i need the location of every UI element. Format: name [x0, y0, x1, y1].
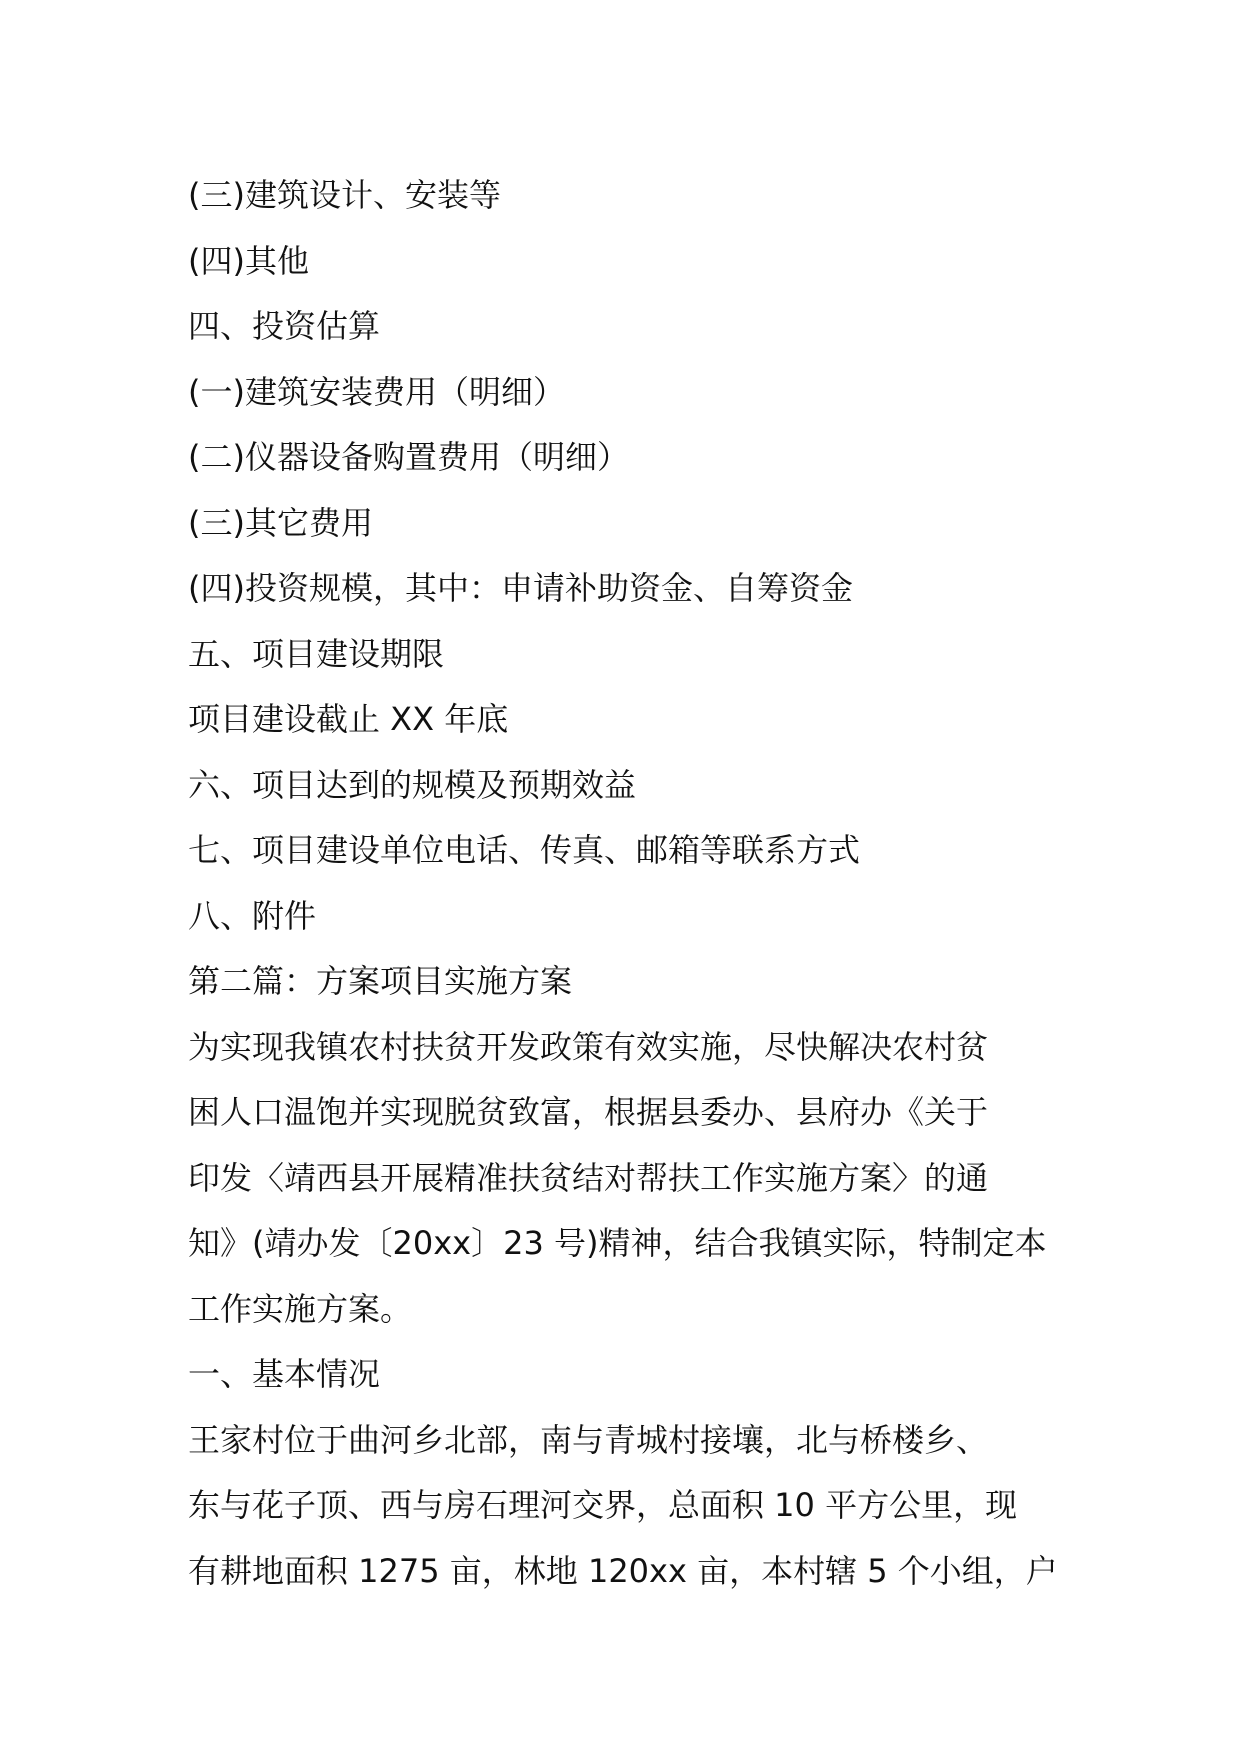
- outline-item-equipment-cost: (二)仪器设备购置费用（明细）: [188, 438, 629, 476]
- section-heading-investment-estimate: 四、投资估算: [188, 307, 381, 345]
- section-heading-attachments: 八、附件: [188, 896, 317, 935]
- paragraph-line: 困人口温饱并实现脱贫致富，根据县委办、县府办《关于: [188, 1093, 989, 1131]
- paragraph-line: 东与花子顶、西与房石理河交界，总面积 10 平方公里，现: [188, 1486, 1018, 1524]
- outline-item-other-cost: (三)其它费用: [188, 503, 373, 542]
- chapter-title-implementation-plan: 第二篇：方案项目实施方案: [188, 962, 573, 1000]
- village-description-paragraph: [188, 1408, 1056, 1605]
- section-heading-basic-situation: 一、基本情况: [188, 1355, 381, 1393]
- outline-item-building-design: (三)建筑设计、安装等: [188, 176, 501, 214]
- paragraph-line: 有耕地面积 1275 亩，林地 120xx 亩，本村辖 5 个小组，户: [188, 1551, 1058, 1590]
- paragraph-line: 王家村位于曲河乡北部，南与青城村接壤，北与桥楼乡、: [188, 1420, 989, 1459]
- paragraph-line: 为实现我镇农村扶贫开发政策有效实施，尽快解决农村贫: [188, 1027, 989, 1066]
- construction-deadline-text: 项目建设截止 XX 年底: [188, 700, 509, 738]
- section-heading-contact-info: 七、项目建设单位电话、传真、邮箱等联系方式: [188, 831, 861, 869]
- outline-item-investment-scale: (四)投资规模，其中：申请补助资金、自筹资金: [188, 569, 853, 607]
- section-heading-expected-benefits: 六、项目达到的规模及预期效益: [188, 765, 637, 804]
- outline-item-construction-cost: (一)建筑安装费用（明细）: [188, 372, 565, 411]
- paragraph-line: 印发〈靖西县开展精准扶贫结对帮扶工作实施方案〉的通: [188, 1158, 989, 1197]
- section-heading-construction-period: 五、项目建设期限: [188, 634, 445, 673]
- paragraph-line: 工作实施方案。: [188, 1289, 413, 1328]
- document-page: [188, 163, 1056, 1604]
- outline-item-other: (四)其他: [188, 241, 309, 280]
- paragraph-line: 知》(靖办发〔20xx〕23 号)精神，结合我镇实际，特制定本: [188, 1224, 1047, 1262]
- intro-paragraph: [188, 1015, 1056, 1343]
